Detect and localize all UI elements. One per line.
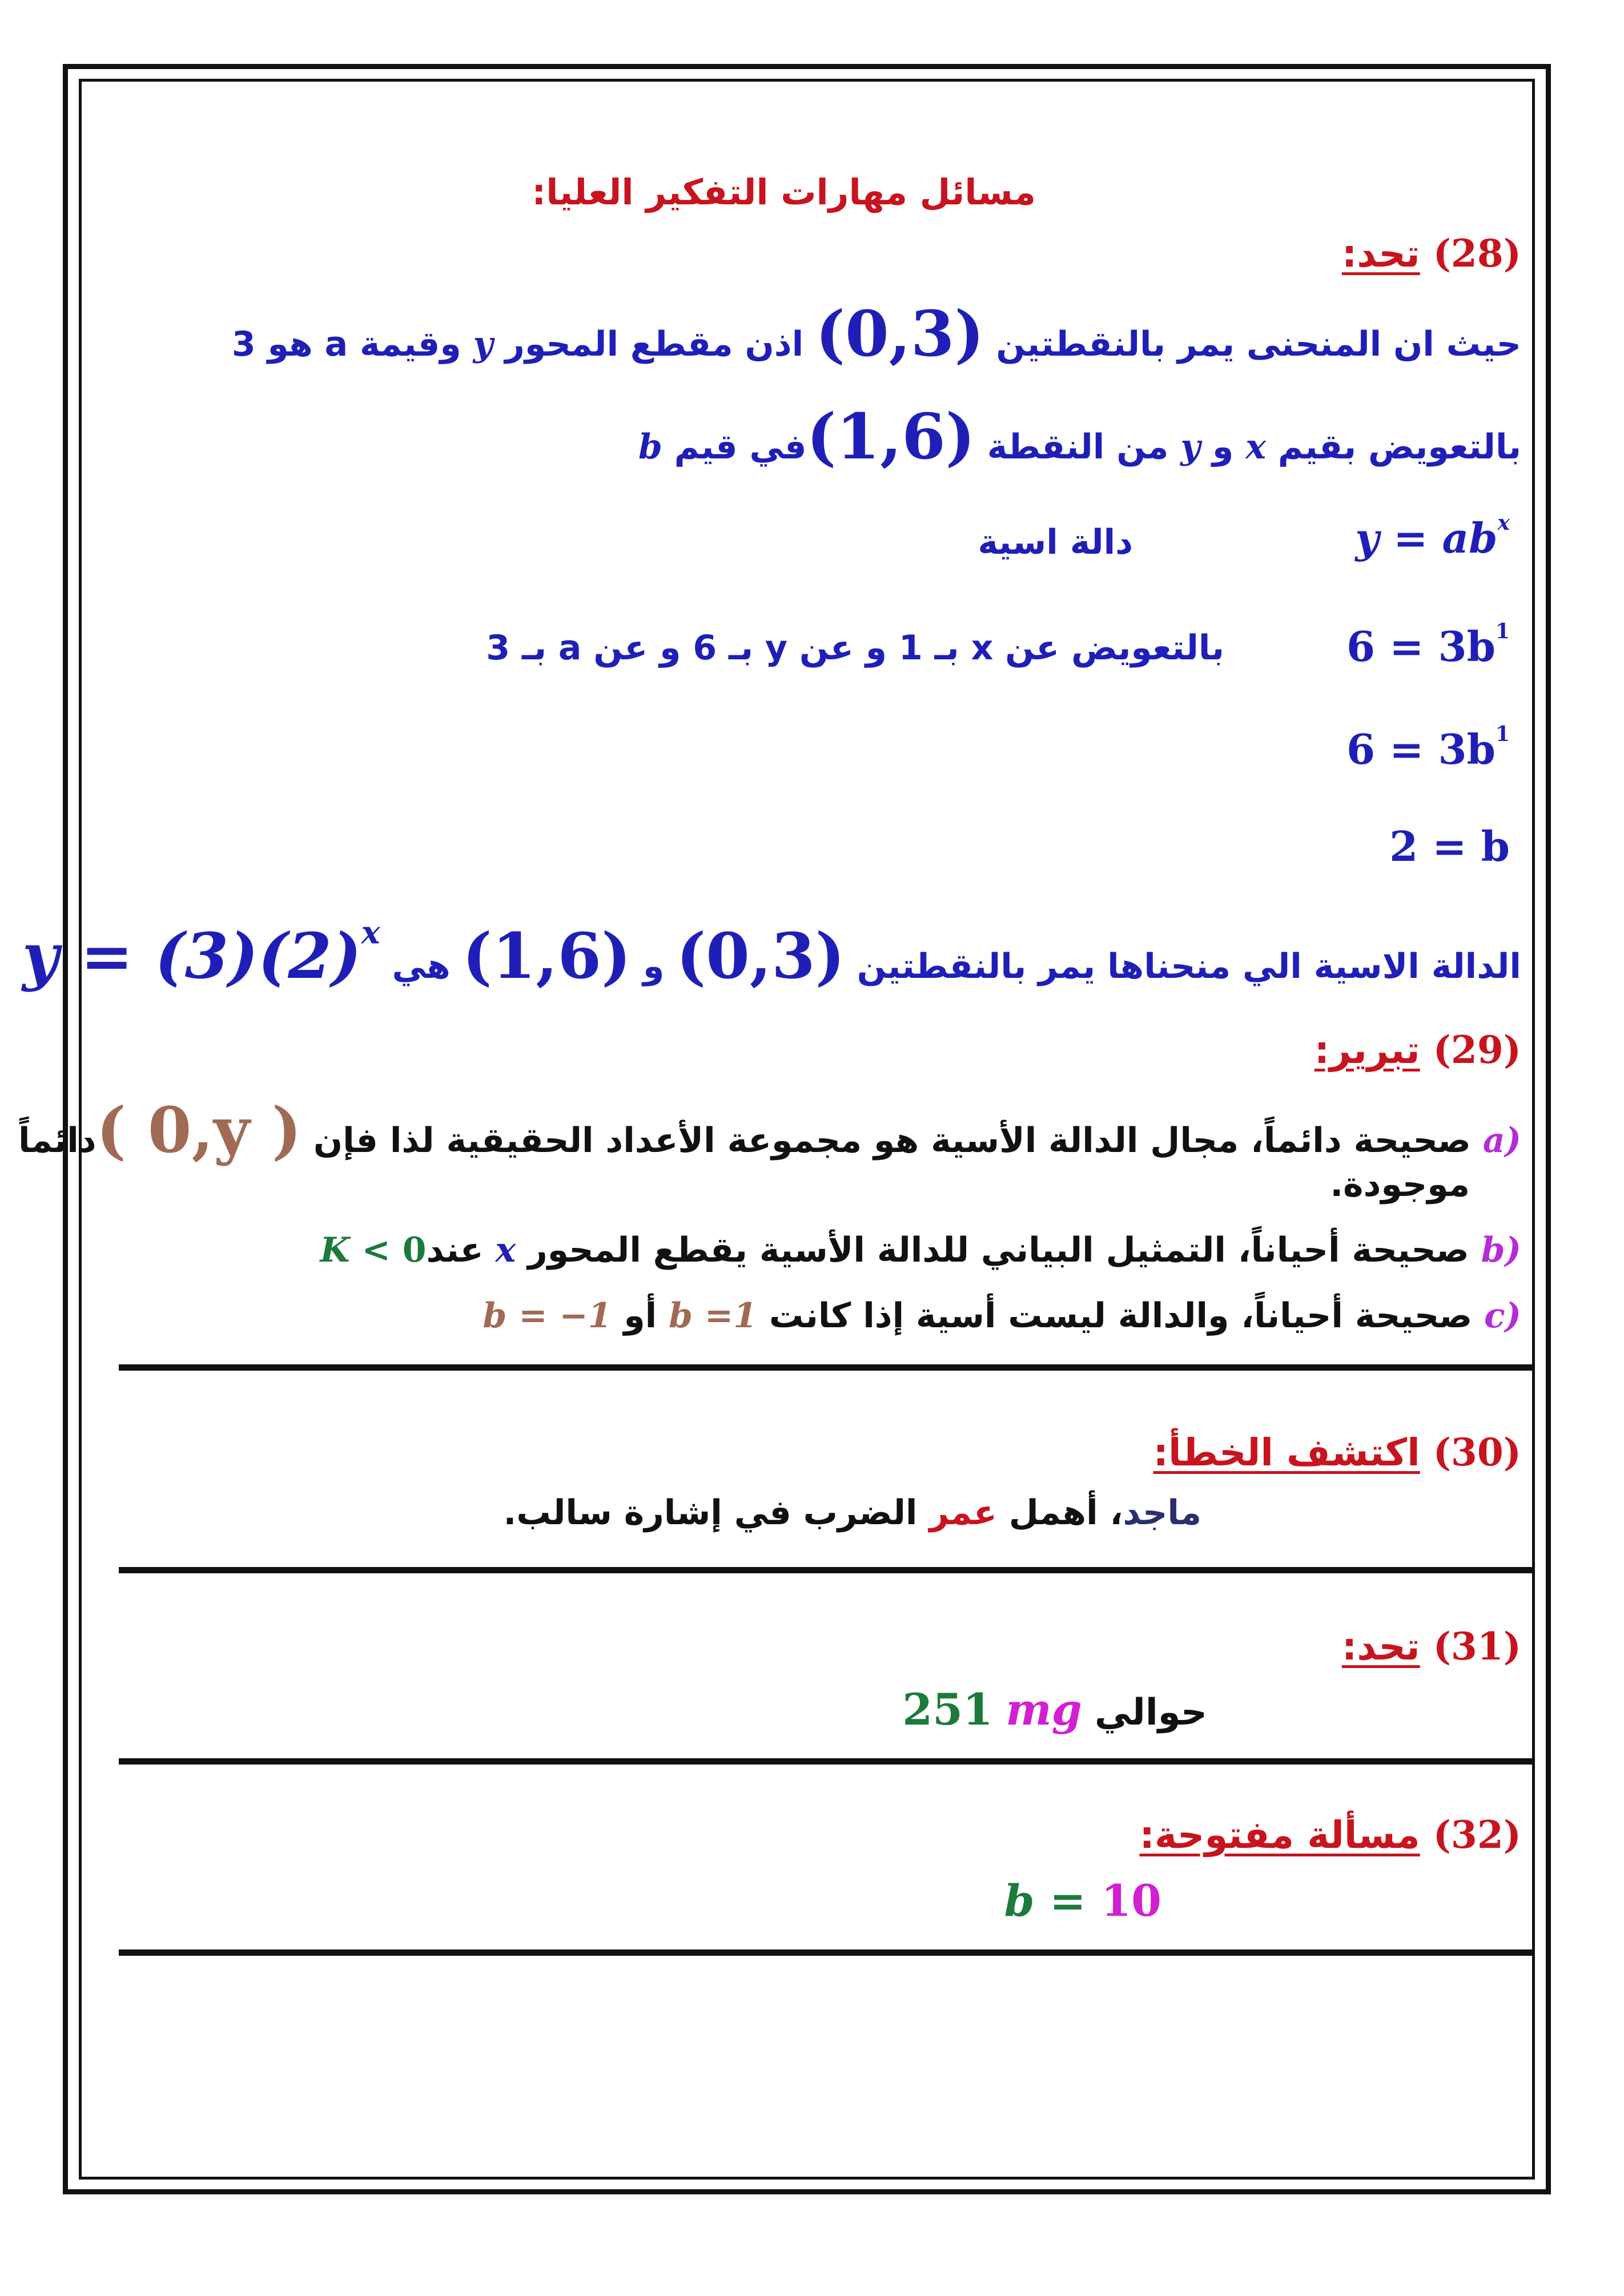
q30-end: الضرب في إشارة سالب. (503, 1493, 918, 1533)
q29-a-letter: a) (1482, 1121, 1521, 1161)
q29-c (483, 1296, 1521, 1336)
q28-result-p2: (1,6) (462, 919, 632, 993)
q28-number: (28) (1433, 231, 1521, 276)
q28-formula-label: دالة اسية (978, 522, 1133, 562)
divider-1 (119, 1364, 1534, 1371)
q28-result-p1: (0,3) (676, 919, 845, 993)
q28-result-eq (22, 913, 380, 993)
q28-line2-b: b (638, 427, 662, 467)
q28-label: تحد: (1341, 232, 1420, 276)
q28-line2 (638, 400, 1521, 473)
q30-header (1153, 1430, 1521, 1475)
q32-label: مسألة مفتوحة: (1139, 1813, 1420, 1857)
q28-substitution-text: بالتعويض عن x بـ 1 و عن y بـ 6 و عن a بـ 3 (486, 628, 1224, 668)
q28-result-eq-exponent: x (361, 913, 380, 951)
q31-value: 251 (902, 1684, 993, 1735)
q29-c-or: أو (624, 1296, 657, 1336)
q30-label: اكتشف الخطأ: (1153, 1431, 1420, 1475)
q28-formula-base: y = ab (1355, 514, 1498, 562)
q29-b-cond: K < (320, 1230, 391, 1270)
q29-header (1315, 1028, 1521, 1072)
q28-eq2: $6 = 3b^1$ (1346, 722, 1510, 774)
q28-substitution-eq: $6 = 3b^1$ (1346, 619, 1510, 671)
q28-line2-point: (1,6) (806, 400, 975, 473)
q29-c-text: صحيحة أحياناً، والدالة ليست أسية إذا كانت (769, 1296, 1473, 1336)
q28-line2-x: x (1245, 427, 1267, 467)
divider-3 (119, 1758, 1534, 1765)
q28-line1-y: y (473, 324, 493, 364)
divider-2 (119, 1567, 1534, 1573)
q30-name2: عمر (929, 1493, 997, 1533)
q28-result-and: و (643, 946, 665, 986)
q32-header (1139, 1812, 1521, 1857)
q28-line1-end: وقيمة a هو 3 (231, 324, 461, 364)
q29-b-x: x (495, 1230, 516, 1270)
q28-line2-and: و (1212, 427, 1234, 467)
q29-a (18, 1093, 1521, 1167)
q29-b-when: عند (426, 1230, 484, 1270)
q32-var: b (1004, 1875, 1035, 1926)
q32-answer (1004, 1875, 1161, 1926)
q29-c-eq1: b =1 (669, 1296, 757, 1336)
q30-answer (504, 1493, 1201, 1533)
q28-eq2-base: 6 = 3b (1346, 725, 1496, 774)
q31-number: (31) (1433, 1624, 1521, 1669)
page-title: مسائل مهارات التفكير العليا: (532, 171, 1036, 213)
q32-value: 10 (1101, 1875, 1161, 1926)
q31-word: حوالي (1095, 1691, 1207, 1734)
q31-answer (902, 1684, 1207, 1735)
q29-a-continued: موجودة. (1330, 1165, 1470, 1205)
q28-result (22, 913, 1521, 993)
q28-line2-y: y (1180, 427, 1201, 467)
q29-b-letter: b) (1481, 1230, 1521, 1270)
q29-label: تبرير: (1314, 1028, 1420, 1072)
q29-b-text: صحيحة أحياناً، التمثيل البياني للدالة الأسية يقطع المحور (528, 1230, 1469, 1270)
q28-line2-from: من النقطة (987, 427, 1169, 467)
q28-result-eq-base: y = (3)(2) (22, 919, 361, 993)
q31-header (1342, 1624, 1521, 1669)
q28-eq3 (1389, 822, 1510, 871)
q29-c-eq2: b = −1 (483, 1296, 612, 1336)
q29-number: (29) (1433, 1028, 1521, 1072)
q28-line1 (232, 297, 1521, 370)
q30-number: (30) (1433, 1430, 1521, 1475)
q32-eq: = (1050, 1875, 1086, 1926)
q28-line2-text: بالتعويض بقيم (1277, 427, 1521, 467)
q28-line2-in: في قيم (674, 427, 807, 467)
q29-a-end: دائماً (18, 1121, 97, 1161)
q28-result-is: هي (392, 946, 451, 986)
q32-number: (32) (1433, 1812, 1521, 1857)
q30-mid: ، أهمل (1008, 1493, 1123, 1533)
q28-line1-text: حيث ان المنحنى يمر بالنقطتين (996, 324, 1521, 364)
q28-line1-rest: اذن مقطع المحور (505, 324, 804, 364)
q28-header (1342, 231, 1521, 276)
q29-c-letter: c) (1484, 1296, 1521, 1336)
q28-result-text: الدالة الاسية الي منحناها يمر بالنقطتين (857, 946, 1521, 986)
divider-4 (119, 1949, 1534, 1956)
q28-eq3-text: 2 = b (1389, 822, 1510, 871)
q30-name1: ماجد (1123, 1493, 1201, 1533)
q28-formula: $y = ab^x$ (1355, 511, 1510, 562)
q31-label: تحد: (1341, 1625, 1420, 1669)
q28-subst-eq-base: 6 = 3b (1346, 622, 1496, 671)
q29-a-text: صحيحة دائماً، مجال الدالة الأسية هو مجموعة الأعداد الحقيقية لذا فإن (313, 1121, 1471, 1161)
q31-unit: mg (1006, 1684, 1082, 1735)
q29-b-zero: 0 (402, 1230, 427, 1270)
q29-b (320, 1230, 1521, 1270)
q29-a-point: ( 0,y ) (96, 1093, 302, 1167)
q28-line1-point: (0,3) (815, 297, 984, 370)
